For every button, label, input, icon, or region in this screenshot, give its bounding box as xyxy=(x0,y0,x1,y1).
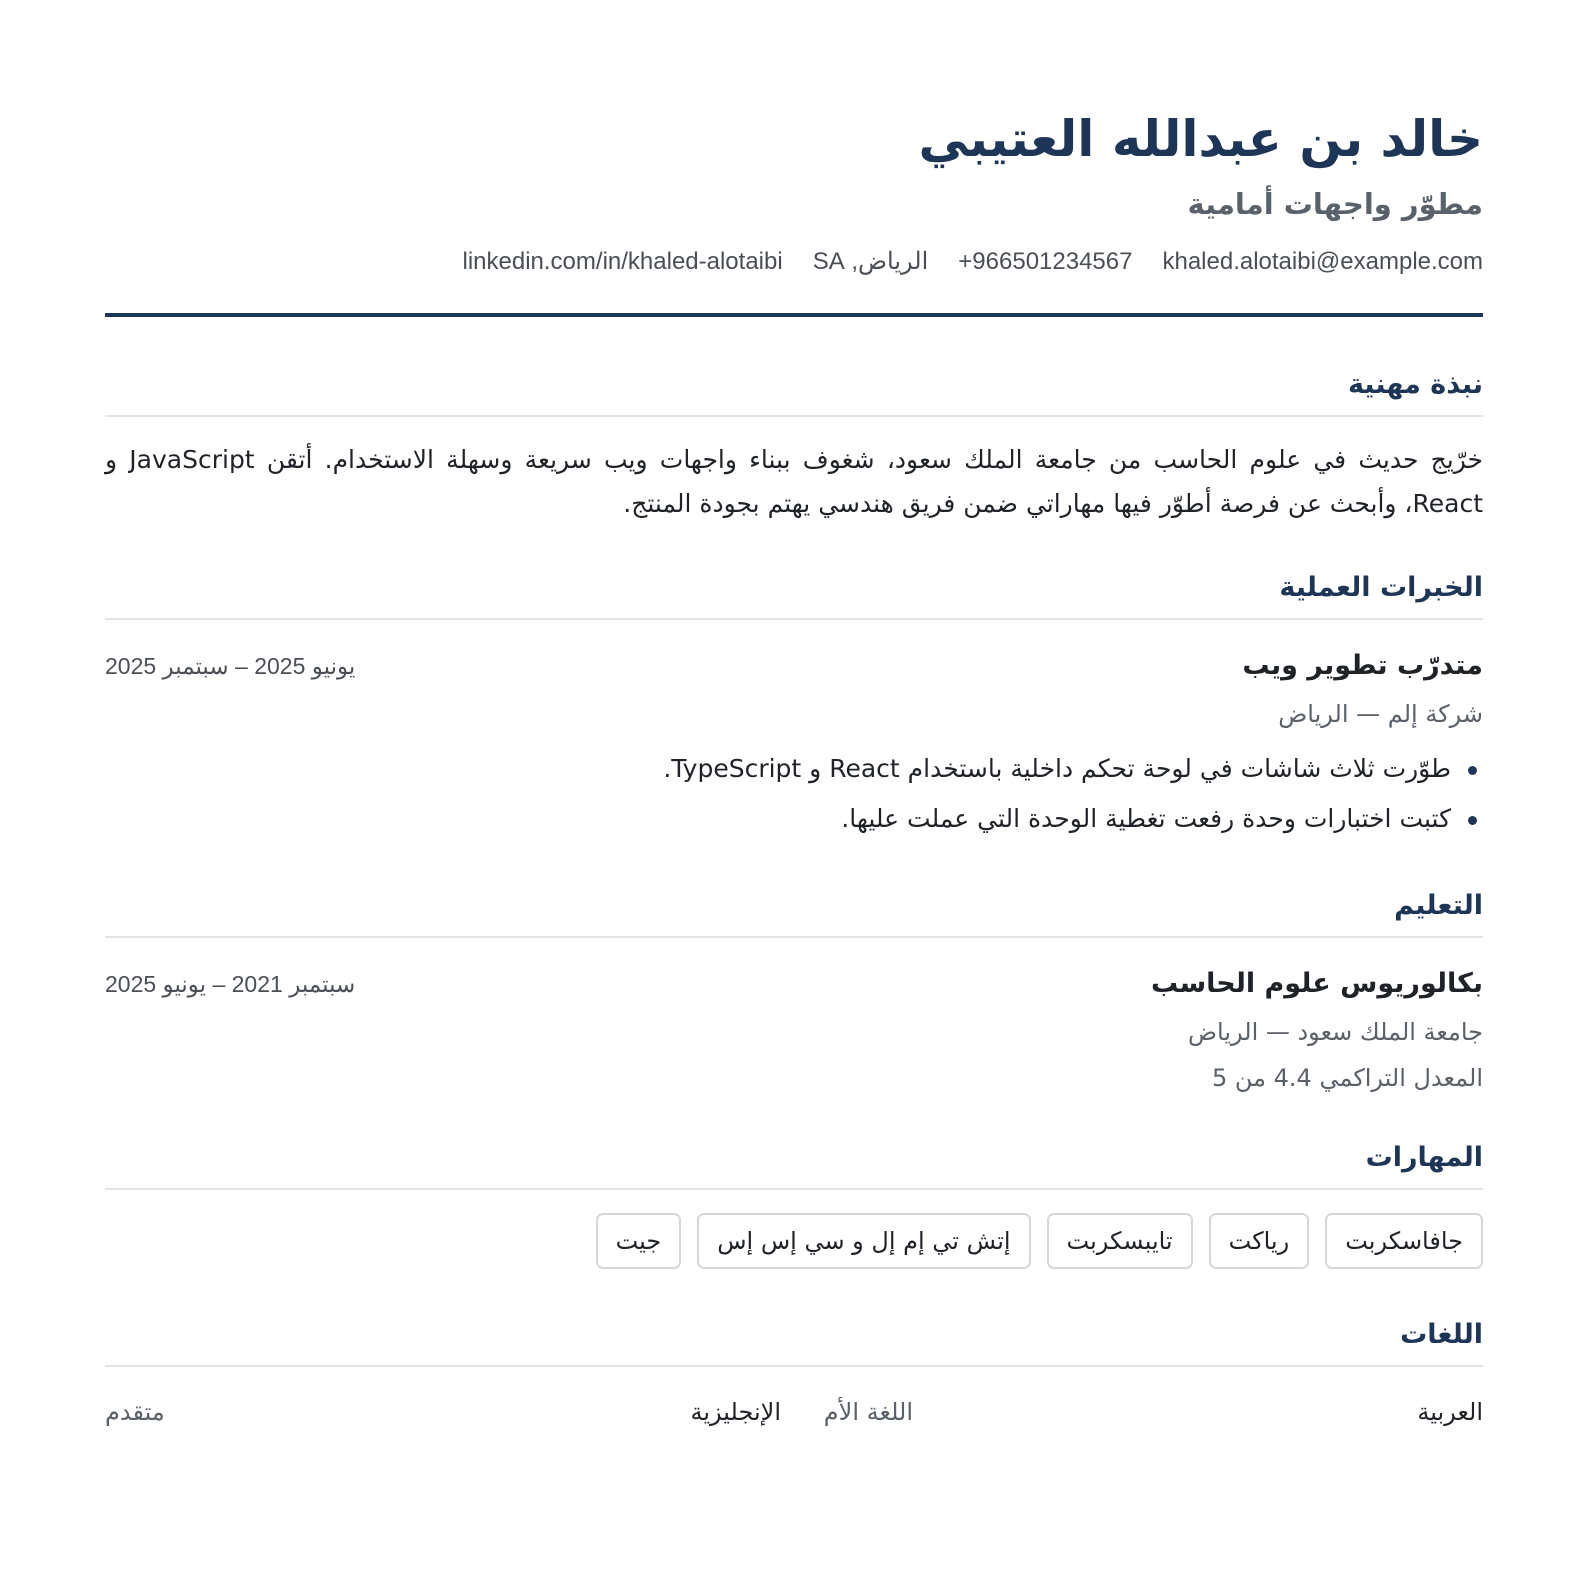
degree-title: بكالوريوس علوم الحاسب xyxy=(1150,968,1483,999)
achievement-item: كتبت اختبارات وحدة رفعت تغطية الوحدة التي عملت عليها. xyxy=(105,794,1483,844)
language-name: الإنجليزية xyxy=(690,1398,781,1426)
job-title: مطوّر واجهات أمامية xyxy=(1187,187,1483,221)
languages-section xyxy=(105,1315,1483,1437)
language-level: اللغة الأم xyxy=(823,1398,913,1426)
education-dates: سبتمبر 2021 – يونيو 2025 xyxy=(105,971,356,997)
section-divider xyxy=(105,936,1483,938)
resume-header xyxy=(105,100,1483,317)
linkedin-link[interactable]: linkedin.com/in/khaled-alotaibi xyxy=(462,248,783,275)
section-title-summary: نبذة مهنية xyxy=(1347,369,1483,400)
section-divider xyxy=(105,1188,1483,1190)
entry-header xyxy=(105,644,1483,688)
languages-list xyxy=(105,1387,1483,1437)
section-title-skills: المهارات xyxy=(1365,1142,1483,1173)
skill-chip: رياكت xyxy=(1209,1213,1310,1269)
experience-entry xyxy=(105,644,1483,844)
skill-chip: جافاسكربت xyxy=(1325,1213,1483,1269)
language-level: متقدم xyxy=(105,1398,165,1426)
location: الرياض, SA xyxy=(812,248,929,275)
summary-text: خرّيج حديث في علوم الحاسب من جامعة الملك سعود، شغوف ببناء واجهات ويب سريعة وسهلة الاستخدام. أتقن JavaScript و React، وأبحث عن فرصة أطوّر فيها مهاراتي ضمن فريق هندسي يهتم بجودة المنتج. xyxy=(105,445,1483,518)
email-link[interactable]: khaled.alotaibi@example.com xyxy=(1162,248,1483,275)
company-location: شركة إلم — الرياض xyxy=(1278,700,1483,728)
skill-chip: تايبسكربت xyxy=(1047,1213,1193,1269)
language-name: العربية xyxy=(1417,1398,1483,1426)
section-title-experience: الخبرات العملية xyxy=(1279,572,1483,603)
section-divider xyxy=(105,415,1483,417)
achievement-item: طوّرت ثلاث شاشات في لوحة تحكم داخلية باستخدام React و TypeScript. xyxy=(105,744,1483,794)
achievement-list xyxy=(105,744,1483,844)
skills-list xyxy=(105,1213,1483,1269)
section-title-languages: اللغات xyxy=(1400,1319,1483,1350)
skills-section xyxy=(105,1138,1483,1269)
education-section xyxy=(105,886,1483,1100)
summary-section xyxy=(105,365,1483,526)
full-name: خالد بن عبدالله العتيبي xyxy=(918,110,1483,168)
skill-chip: جيت xyxy=(596,1213,682,1269)
skill-chip: إتش تي إم إل و سي إس إس xyxy=(697,1213,1030,1269)
header-divider xyxy=(105,313,1483,317)
section-divider xyxy=(105,1365,1483,1367)
contact-row xyxy=(105,246,1483,278)
school-location: جامعة الملك سعود — الرياض xyxy=(1188,1018,1483,1046)
entry-header xyxy=(105,962,1483,1006)
section-title-education: التعليم xyxy=(1394,890,1483,921)
experience-section xyxy=(105,568,1483,844)
phone-number[interactable]: +966501234567 xyxy=(958,248,1133,275)
gpa: المعدل التراكمي 4.4 من 5 xyxy=(1211,1064,1483,1092)
job-dates: يونيو 2025 – سبتمبر 2025 xyxy=(105,653,356,679)
job-position: متدرّب تطوير ويب xyxy=(1242,650,1483,681)
section-divider xyxy=(105,618,1483,620)
education-entry xyxy=(105,962,1483,1100)
